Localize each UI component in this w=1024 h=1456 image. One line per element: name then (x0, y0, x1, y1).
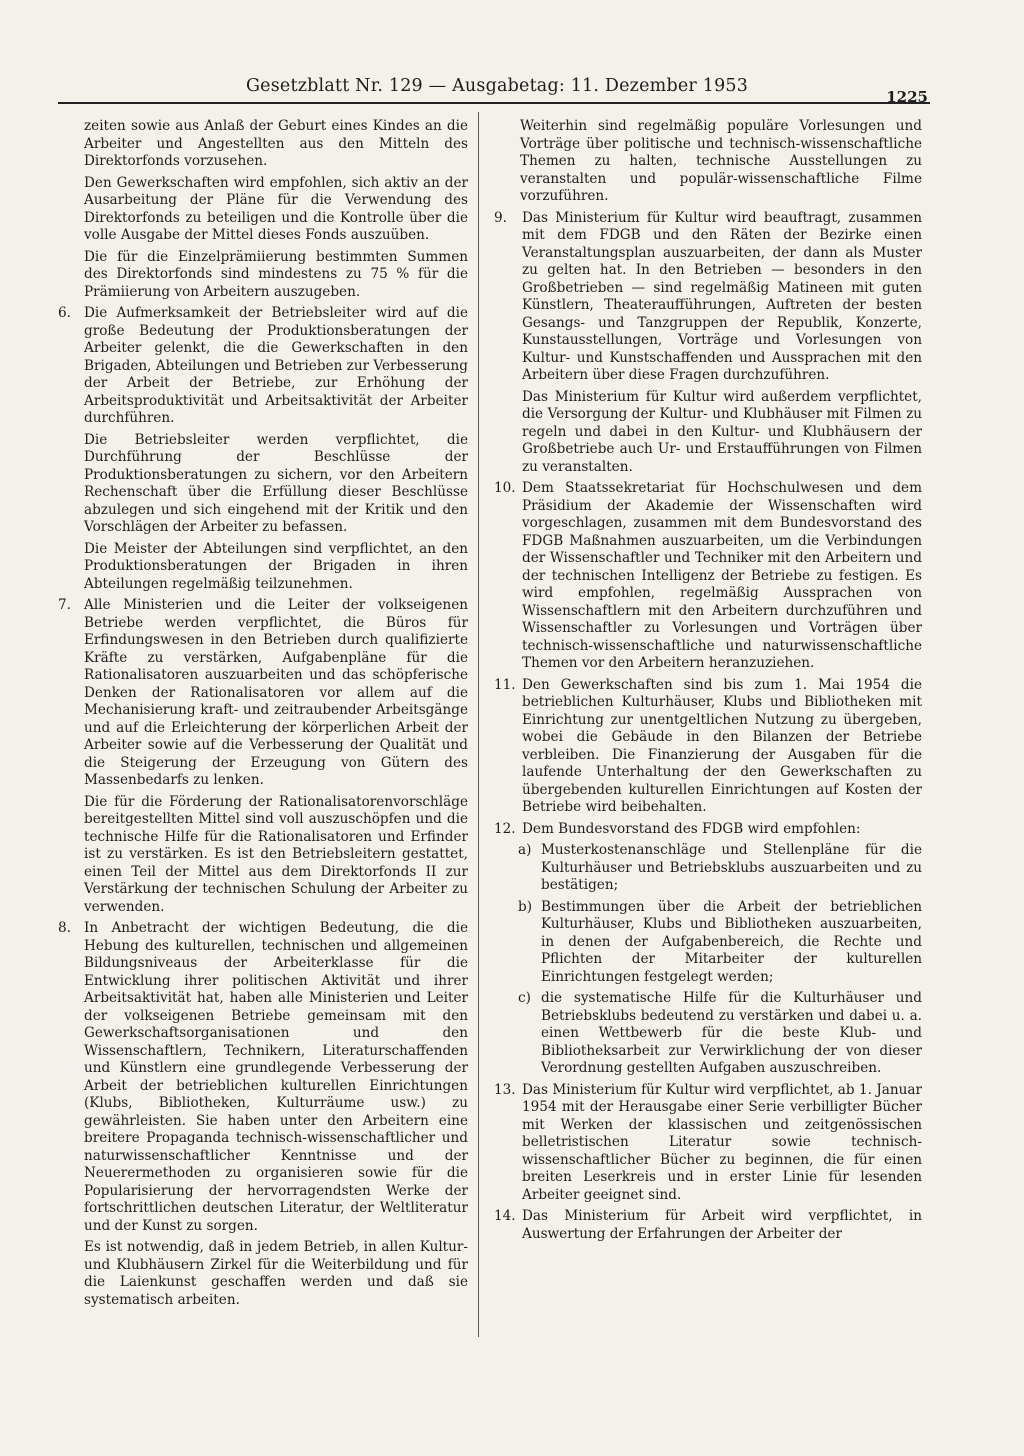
paragraph: Die Meister der Abteilungen sind verpflichtet, an den Produktionsberatungen der Brigaden in ihren Abteilungen regelmäßig teilzunehmen. (84, 540, 468, 592)
gazette-title: Gesetzblatt Nr. 129 — Ausgabetag: 11. Dezember 1953 (246, 76, 749, 96)
paragraph: Es ist notwendig, daß in jedem Betrieb, in allen Kultur- und Klubhäusern Zirkel für die Weiterbildung und für die Laienkunst geschaffen werden und daß sie systematisch arbeiten. (84, 1239, 468, 1308)
paragraph: Die Betriebsleiter werden verpflichtet, die Durchführung der Beschlüsse der Produktionsberatungen zu sichern, vor den Arbeitern Rechenschaft über die Erfüllung dieser Beschlüsse abzulegen und sich eingehend mit der Kritik und den Vorschlägen der Arbeiter zu befassen. (84, 431, 468, 535)
section-number: 13. (494, 1081, 516, 1098)
subitem-label: b) (518, 898, 533, 915)
paragraph: Bestimmungen über die Arbeit der betrieblichen Kulturhäuser, Klubs und Bibliotheken auszuarbeiten, in denen der Aufgabenbereich, die Rechte und Pflichten der Mitarbeiter der kulturellen Einrichtungen festgelegt werden; (541, 898, 922, 985)
paragraph: zeiten sowie aus Anlaß der Geburt eines Kindes an die Arbeiter und Angestellten aus den Mitteln des Direktorfonds vorzusehen. (84, 118, 468, 169)
section-number: 8. (58, 920, 71, 936)
section-number: 10. (494, 480, 516, 496)
page-header (58, 76, 930, 104)
section-number: 12. (494, 820, 516, 837)
paragraph: Dem Bundesvorstand des FDGB wird empfohlen: (522, 820, 861, 837)
subitem-a (494, 842, 922, 895)
section-6 (58, 305, 468, 593)
subitem-label: c) (518, 990, 531, 1006)
subitem-c (494, 990, 922, 1078)
paragraph: Das Ministerium für Kultur wird beauftragt, zusammen mit dem FDGB und den Räten der Bezirke einen Veranstaltungsplan auszuarbeiten, der dann als Muster zu gelten hat. In den Betrieben — besonders in den Großbetrieben — sind regelmäßig Matineen mit guten Künstlern, Theateraufführungen, Auftreten der besten Gesangs- und Tanzgruppen der Republik, Konzerte, Kunstausstellungen, Vorträge und Vorlesungen von Kultur- und Kunstschaffenden und Aussprachen mit den Arbeitern über diese Fragen durchzuführen. (522, 209, 922, 383)
section-7 (58, 597, 468, 916)
paragraph: Den Gewerkschaften sind bis zum 1. Mai 1954 die betrieblichen Kulturhäuser, Klubs und Bibliotheken mit Einrichtung zur unentgeltlichen Nutzung zu übergeben, wobei die Gebäude in den Bilanzen der Betriebe verbleiben. Die Finanzierung der Ausgaben für die laufende Unterhaltung der den Gewerkschaften zu übergebenden kulturellen Einrichtungen auf Kosten der Betriebe wird beibehalten. (522, 676, 922, 815)
paragraph: Das Ministerium für Arbeit wird verpflichtet, in Auswertung der Erfahrungen der Arbeiter der (522, 1208, 922, 1242)
section-number: 6. (58, 305, 71, 321)
paragraph: In Anbetracht der wichtigen Bedeutung, die die Hebung des kulturellen, technischen und allgemeinen Bildungsniveaus der Arbeiterklasse für die Entwicklung ihrer politischen Aktivität und ihrer Arbeitsaktivität hat, haben alle Ministerien und Leiter der volkseigenen Betriebe gemeinsam mit den Gewerkschaftsorganisationen und den Wissenschaftlern, Technikern, Literaturschaffenden und Künstlern eine grundlegende Verbesserung der Arbeit der betrieblichen kulturellen Einrichtungen (Klubs, Bibliotheken, Kulturräume usw.) zu gewährleisten. Sie haben unter den Arbeitern eine breitere Propaganda technisch-wissenschaftlicher und naturwissenschaftlicher Kenntnisse und der Neuerermethoden zu organisieren sowie für die Popularisierung der hervorragendsten Werke der fortschrittlichen deutschen Literatur, der Weltliteratur und der Kunst zu sorgen. (84, 920, 468, 1234)
paragraph: Die für die Einzelprämiierung bestimmten Summen des Direktorfonds sind mindestens zu 75 % für die Prämiierung von Arbeitern auszugeben. (84, 248, 468, 300)
right-column (494, 118, 922, 1247)
paragraph: Das Ministerium für Kultur wird verpflichtet, ab 1. Januar 1954 mit der Herausgabe einer Serie verbilligter Bücher mit Werken der klassischen und zeitgenössischen belletristischen Literatur sowie technisch-wissenschaftlicher Bücher zu beginnen, die für einen breiten Leserkreis und in erster Linie für lesenden Arbeiter geeignet sind. (522, 1081, 922, 1203)
paragraph: Den Gewerkschaften wird empfohlen, sich aktiv an der Ausarbeitung der Pläne für die Verwendung des Direktorfonds zu beteiligen und die Kontrolle über die volle Ausgabe der Mittel dieses Fonds auszuüben. (84, 174, 468, 243)
paragraph: Musterkostenanschläge und Stellenpläne für die Kulturhäuser und Betriebsklubs auszuarbeiten und zu bestätigen; (541, 842, 922, 893)
section-11 (494, 677, 922, 817)
section-9 (494, 210, 922, 477)
section-number: 14. (494, 1208, 516, 1224)
paragraph: Weiterhin sind regelmäßig populäre Vorlesungen und Vorträge über politische und technisch-wissenschaftliche Themen zu halten, technische Ausstellungen zu veranstalten und populär-wissenschaftliche Filme vorzuführen. (520, 118, 922, 204)
column-divider (478, 112, 479, 1337)
section-13 (494, 1082, 922, 1205)
section-number: 7. (58, 597, 71, 613)
section-number: 11. (494, 676, 516, 693)
paragraph: Die für die Förderung der Rationalisatorenvorschläge bereitgestellten Mittel sind voll auszuschöpfen und die technische Hilfe für die Rationalisatoren und Erfinder ist zu verstärken. Es ist den Betriebsleitern gestattet, einen Teil der Mittel aus dem Direktorfonds II zur Verstärkung der technischen Schulung der Arbeiter zu verwenden. (84, 793, 468, 915)
subitem-label: a) (518, 842, 532, 858)
paragraph: Alle Ministerien und die Leiter der volkseigenen Betriebe werden verpflichtet, die Büros für Erfindungswesen in den Betrieben durch qualifizierte Kräfte zu verstärken, Aufgabenpläne für die Rationalisatoren auszuarbeiten und das schöpferische Denken der Rationalisatoren vor allem auf die Mechanisierung kraft- und zeitraubender Arbeitsgänge und auf die Erleichterung der körperlichen Arbeit der Arbeiter sowie auf die Verbesserung der Qualität und die Steigerung der Erzeugung von Gütern des Massenbedarfs zu lenken. (84, 597, 468, 788)
section-14 (494, 1208, 922, 1243)
section-number: 9. (494, 209, 507, 226)
section-8 (58, 920, 468, 1309)
section-12 (494, 821, 922, 839)
page-number: 1225 (886, 88, 928, 106)
paragraph: die systematische Hilfe für die Kulturhäuser und Betriebsklubs bedeutend zu verstärken und dabei u. a. einen Wettbewerb für die beste Klub- und Bibliotheksarbeit zur Verwirklichung der von dieser Verordnung gestellten Aufgaben auszuschreiben. (541, 990, 922, 1076)
paragraph: Das Ministerium für Kultur wird außerdem verpflichtet, die Versorgung der Kultur- und Klubhäuser mit Filmen zu regeln und dabei in den Kultur- und Klubhäusern der Großbetriebe auch Ur- und Erstaufführungen von Filmen zu veranstalten. (522, 388, 922, 475)
paragraph: Die Aufmerksamkeit der Betriebsleiter wird auf die große Bedeutung der Produktionsberatungen der Arbeiter gelenkt, die die Gewerkschaften in den Brigaden, Abteilungen und Betrieben zur Verbesserung der Arbeit der Betriebe, zur Erhöhung der Arbeitsproduktivität und Arbeitsaktivität der Arbeiter durchführen. (84, 305, 468, 426)
subitem-b (494, 899, 922, 987)
section-10 (494, 480, 922, 673)
paragraph: Dem Staatssekretariat für Hochschulwesen und dem Präsidium der Akademie der Wissenschaften wird vorgeschlagen, zusammen mit dem Bundesvorstand des FDGB Maßnahmen auszuarbeiten, um die Verbindungen der Wissenschaftler und Techniker mit den Arbeitern und der technischen Intelligenz der Betriebe zu festigen. Es wird empfohlen, regelmäßig Aussprachen von Wissenschaftlern mit den Arbeitern durchzuführen und Wissenschaftler zu Vorlesungen und Vorträgen über technisch-wissenschaftliche und naturwissenschaftliche Themen vor den Arbeitern heranzuziehen. (522, 480, 922, 671)
left-column (58, 118, 468, 1313)
